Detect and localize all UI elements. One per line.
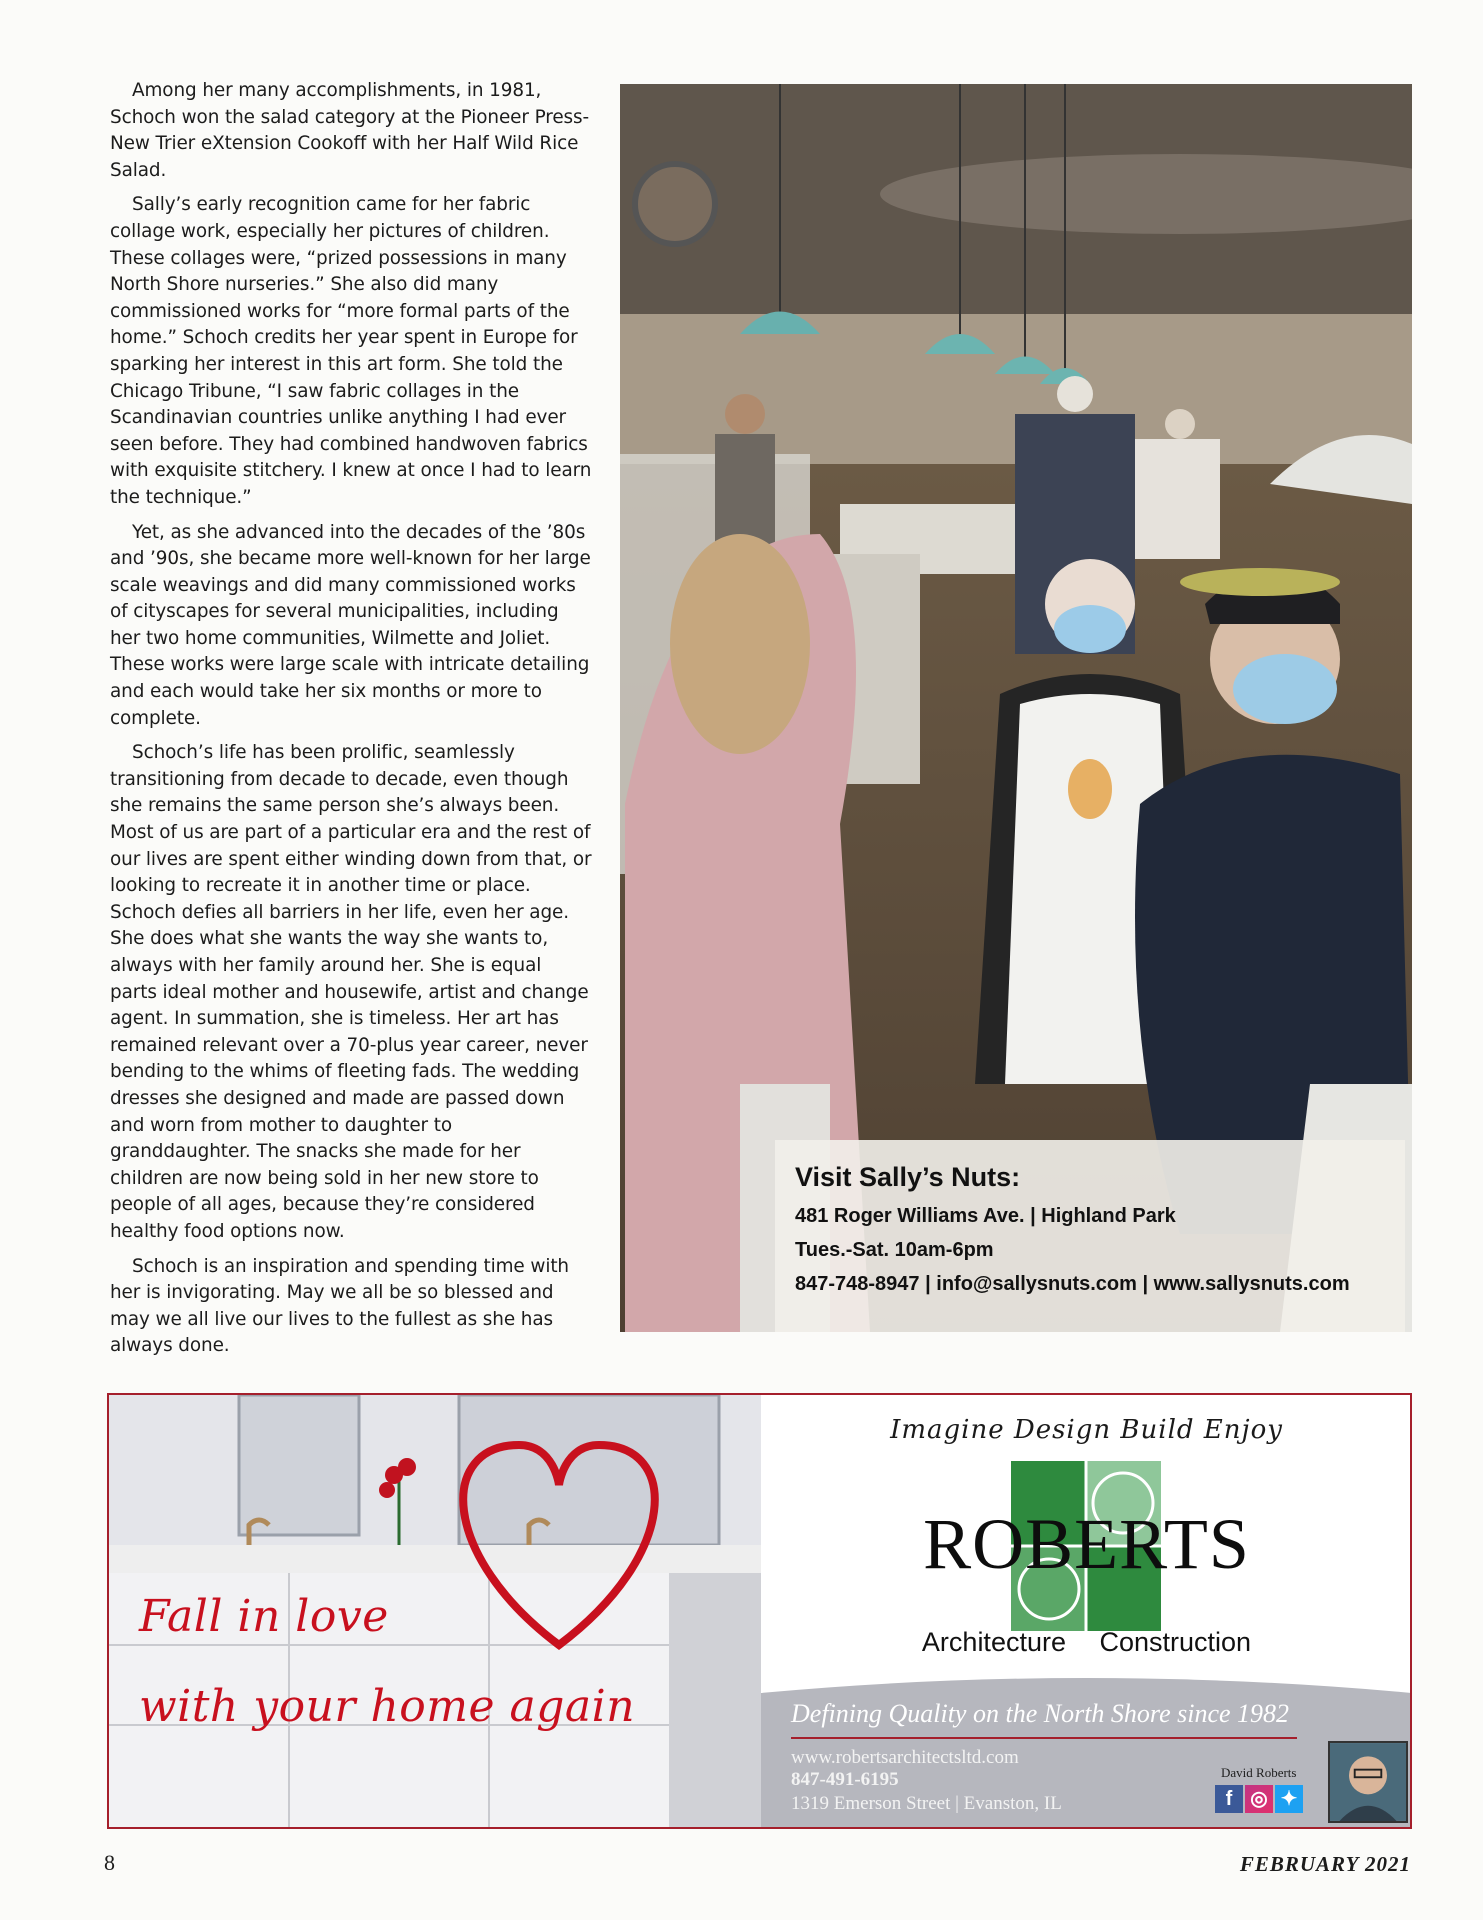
ad-bathroom-image xyxy=(109,1395,761,1827)
ad-slogan: Defining Quality on the North Shore since 1982 xyxy=(791,1699,1290,1728)
ad-divider xyxy=(791,1737,1297,1739)
page-number: 8 xyxy=(104,1850,115,1875)
david-roberts-portrait xyxy=(1328,1741,1408,1823)
article-column xyxy=(110,78,592,1368)
roberts-advertisement xyxy=(107,1393,1412,1829)
ad-person-name: David Roberts xyxy=(1221,1765,1297,1780)
visit-address: 481 Roger Williams Ave. | Highland Park xyxy=(795,1205,1176,1227)
ad-tagline: Imagine Design Build Enjoy xyxy=(890,1415,1283,1445)
store-photo xyxy=(620,84,1412,1332)
article-paragraph: Schoch is an inspiration and spending time with her is invigorating. May we all be so blessed and may we all live our lives to the fullest as she has always done. xyxy=(110,1255,569,1357)
ad-brand: ROBERTS xyxy=(923,1504,1250,1584)
ad-website: www.robertsarchitectsltd.com xyxy=(791,1747,1019,1768)
facebook-icon[interactable]: f xyxy=(1215,1785,1243,1813)
article-paragraph: Schoch’s life has been prolific, seamlessly transitioning from decade to decade, even though she remains the same person she’s always been. Most of us are part of a particular era and the rest of our lives are spent either winding down from that, or looking to recreate it in another time or place. Schoch defies all barriers in her life, even her age. She does what she wants the way she wants to, always with her family around her. She is equal parts ideal mother and housewife, artist and change agent. In summation, she is timeless. Her art has remained relevant over a 70-plus year career, never bending to the whims of fleeting fads. The wedding dresses she designed and made are passed down and worn from mother to daughter to granddaughter. The snacks she made for her children are now being sold in her new store to people of all ages, because they’re considered healthy food options now. xyxy=(110,742,592,1242)
ad-headline-line1: Fall in love xyxy=(139,1591,389,1642)
visit-hours: Tues.-Sat. 10am-6pm xyxy=(795,1239,994,1261)
visit-info-box xyxy=(775,1140,1405,1332)
article-paragraph: Among her many accomplishments, in 1981, Schoch won the salad category at the Pioneer Press-New Trier eXtension Cookoff with her Half Wild Rice Salad. xyxy=(110,80,590,181)
ad-roberts-panel xyxy=(761,1395,1412,1827)
ad-headline-line2: with your home again xyxy=(139,1681,636,1732)
article-paragraph: Sally’s early recognition came for her fabric collage work, especially her pictures of children. These collages were, “prized possessions in many North Shore nurseries.” She also did many commissioned works for “more formal parts of the home.” Schoch credits her year spent in Europe for sparking her interest in this art form. She told the Chicago Tribune, “I saw fabric collages in the Scandinavian countries unlike anything I had ever seen before. They had combined handwoven fabrics with exquisite stitchery. I knew at once I had to learn the technique.” xyxy=(110,194,592,508)
issue-date: FEBRUARY 2021 xyxy=(1239,1852,1411,1876)
social-icons xyxy=(1215,1785,1303,1813)
twitter-icon[interactable]: ✦ xyxy=(1275,1785,1303,1813)
article-paragraph: Yet, as she advanced into the decades of the ’80s and ’90s, she became more well-known for her large scale weavings and did many commissioned works of cityscapes for several municipalities, including her two home communities, Wilmette and Joliet. These works were large scale with intricate detailing and each would take her six months or more to complete. xyxy=(110,521,591,729)
ad-services: Architecture Construction xyxy=(921,1627,1252,1657)
ad-address: 1319 Emerson Street | Evanston, IL xyxy=(791,1793,1062,1814)
instagram-icon[interactable]: ◎ xyxy=(1245,1785,1273,1813)
visit-heading: Visit Sally’s Nuts: xyxy=(795,1162,1021,1192)
ad-phone: 847-491-6195 xyxy=(791,1769,899,1790)
visit-contact: 847-748-8947 | info@sallysnuts.com | www.sallysnuts.com xyxy=(795,1273,1350,1295)
